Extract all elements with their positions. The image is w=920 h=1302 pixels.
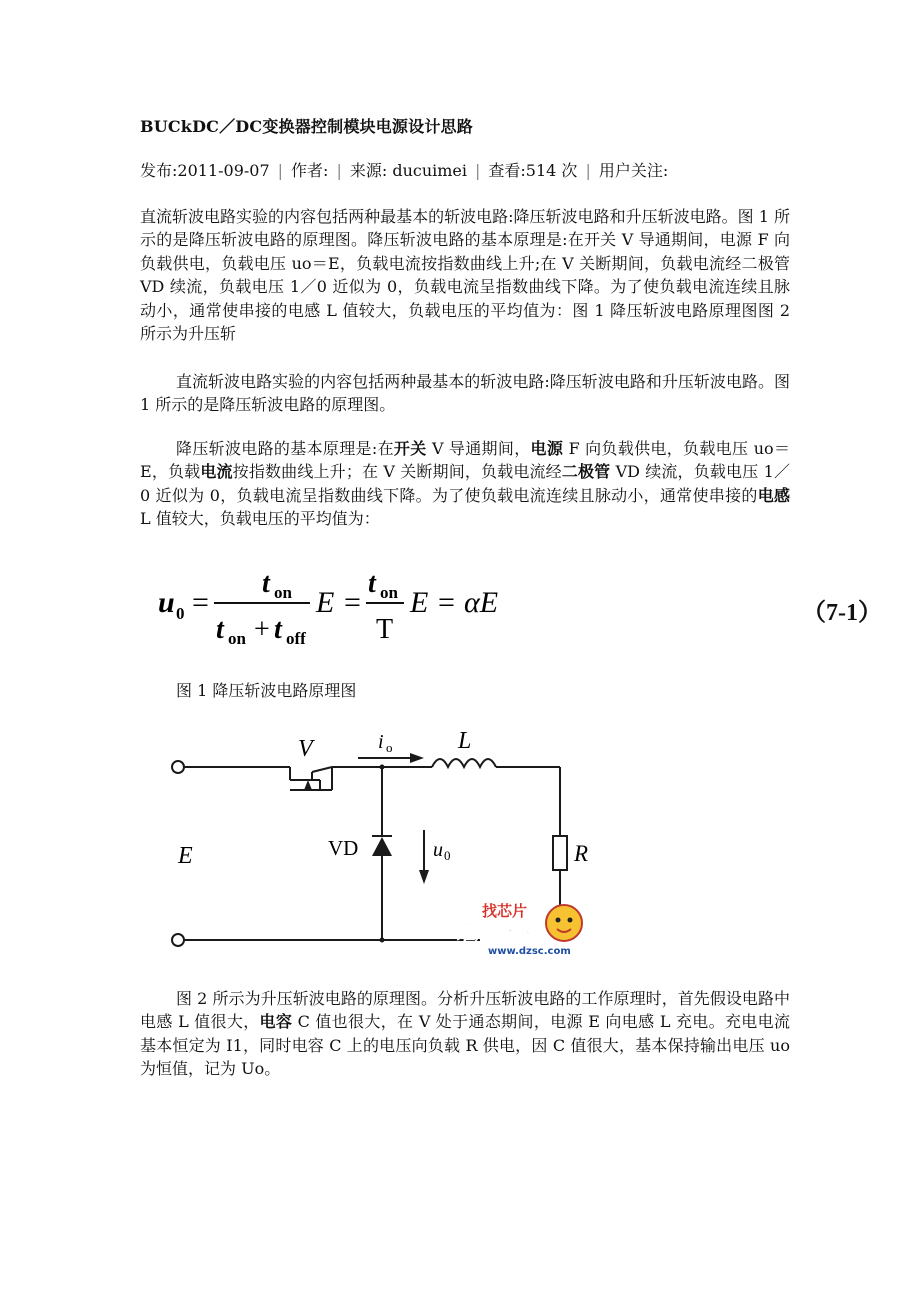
voltage-arrowhead <box>419 870 429 884</box>
input-terminal-top <box>172 761 184 773</box>
formula-on: on <box>380 583 398 602</box>
formula-t: t <box>368 568 376 599</box>
principle-text: 降压斩波电路的基本原理是:在 <box>176 439 394 458</box>
keyword-link-current[interactable]: 电流 <box>200 462 233 482</box>
input-terminal-bottom <box>172 934 184 946</box>
label-R: R <box>574 841 589 866</box>
source-label: 来源: ducuimei <box>349 161 468 180</box>
buck-circuit-diagram <box>150 718 620 968</box>
article-title: BUCkDC／DC变换器控制模块电源设计思路 <box>140 117 473 136</box>
junction-dot <box>380 938 385 943</box>
inductor-icon <box>432 759 496 767</box>
formula-t: t <box>262 568 270 599</box>
article-meta <box>140 158 668 181</box>
summary-paragraph: 直流斩波电路实验的内容包括两种最基本的斩波电路:降压斩波电路和升压斩波电路。图 1 所示的是降压斩波电路的原理图。降压斩波电路的基本原理是:在开关 V 导通期间，电源 F 向负载供电，负载电压 uo＝E，负载电流按指数曲线上升;在 V 关断期间，负载电流经二极管 VD 续流，负载电压 1／0 近似为 0，负载电流呈指数曲线下降。为了使负载电流连续且脉动小，通常使串接的电感 L 值较大，负载电压的平均值为：图 1 降压斩波电路原理图图 2 所示为升压斩 <box>140 207 790 344</box>
principle-text: 按指数曲线上升；在 V 关断期间，负载电流经 <box>232 462 562 482</box>
formula-eq: = <box>438 586 455 619</box>
label-io: i <box>378 731 384 753</box>
meta-separator: | <box>475 161 481 180</box>
keyword-link-inductor[interactable]: 电感 <box>757 485 790 505</box>
label-E: E <box>178 843 193 869</box>
dzsc-watermark-logo <box>456 902 582 957</box>
mosfet-switch-icon <box>290 767 332 790</box>
formula-E: E <box>316 586 335 619</box>
principle-text: F 向负载供电，负载电压 uo＝E，负载 <box>140 439 790 482</box>
boost-text: 图 2 所示为升压斩波电路的原理图。分析升压斩波电路的工作原理时，首先假设电路中电感 L 值很大， <box>140 989 790 1032</box>
label-VD: VD <box>328 836 359 860</box>
keyword-link-capacitor[interactable]: 电容 <box>259 1012 293 1032</box>
keyword-link-switch[interactable]: 开关 <box>393 439 427 458</box>
diode-icon <box>372 837 392 856</box>
figure-caption: 图 1 降压斩波电路原理图 <box>176 681 357 700</box>
formula-T: T <box>376 614 394 645</box>
publish-date: 发布:2011-09-07 <box>140 161 270 180</box>
watermark-mid-text: 维库一下 <box>456 922 533 944</box>
boost-text: C 值也很大，在 V 处于通态期间，电源 E 向电感 L 充电。充电电流基本恒定为 I1，同时电容 C 上的电压向负载 R 供电，因 C 值很大，基本保持输出电压 uo 为恒值，记为 Uo。 <box>140 1012 790 1079</box>
formula-plus: + <box>254 614 270 645</box>
resistor-icon <box>553 836 567 870</box>
keyword-link-power[interactable]: 电源 <box>530 439 564 458</box>
view-count: 查看:514 次 <box>488 161 578 180</box>
junction-dot <box>380 765 385 770</box>
principle-text: V 导通期间， <box>426 439 531 458</box>
formula-u-sub: 0 <box>176 604 185 623</box>
author-label: 作者: <box>291 161 329 180</box>
formula-on: on <box>274 583 292 602</box>
principle-text: L 值较大，负载电压的平均值为： <box>140 509 380 529</box>
average-voltage-formula <box>150 562 890 652</box>
watermark-url: www.dzsc.com <box>488 946 571 957</box>
formula-eq: = <box>192 586 209 619</box>
keyword-link-diode[interactable]: 二极管 <box>561 462 611 482</box>
label-io-sub: o <box>386 740 393 755</box>
principle-paragraph <box>140 437 790 531</box>
formula-t: t <box>216 614 224 645</box>
label-L: L <box>458 728 472 754</box>
meta-separator: | <box>336 161 342 180</box>
formula-eq: = <box>344 586 361 619</box>
current-arrowhead <box>410 753 424 763</box>
formula-u: u <box>158 586 175 619</box>
meta-separator: | <box>585 161 591 180</box>
boost-paragraph <box>140 987 790 1081</box>
label-u0: u <box>433 839 443 861</box>
formula-alpha-E: αE <box>464 586 499 619</box>
follow-label: 用户关注: <box>598 161 669 180</box>
watermark-top-text: 找芯片 <box>482 902 528 920</box>
label-V: V <box>298 736 313 762</box>
formula-t: t <box>274 614 282 645</box>
mosfet-arrow-icon <box>304 780 312 790</box>
label-u0-sub: 0 <box>444 848 451 863</box>
principle-text: VD 续流，负载电压 1／0 近似为 0，负载电流呈指数曲线下降。为了使负载电流连续且脉动小，通常使串接的 <box>140 462 790 505</box>
intro-paragraph: 直流斩波电路实验的内容包括两种最基本的斩波电路:降压斩波电路和升压斩波电路。图 1 所示的是降压斩波电路的原理图。 <box>140 372 790 415</box>
equation-number: （7-1） <box>802 600 882 626</box>
formula-off: off <box>286 629 306 648</box>
formula-E: E <box>410 586 429 619</box>
formula-on: on <box>228 629 246 648</box>
meta-separator: | <box>277 161 284 180</box>
